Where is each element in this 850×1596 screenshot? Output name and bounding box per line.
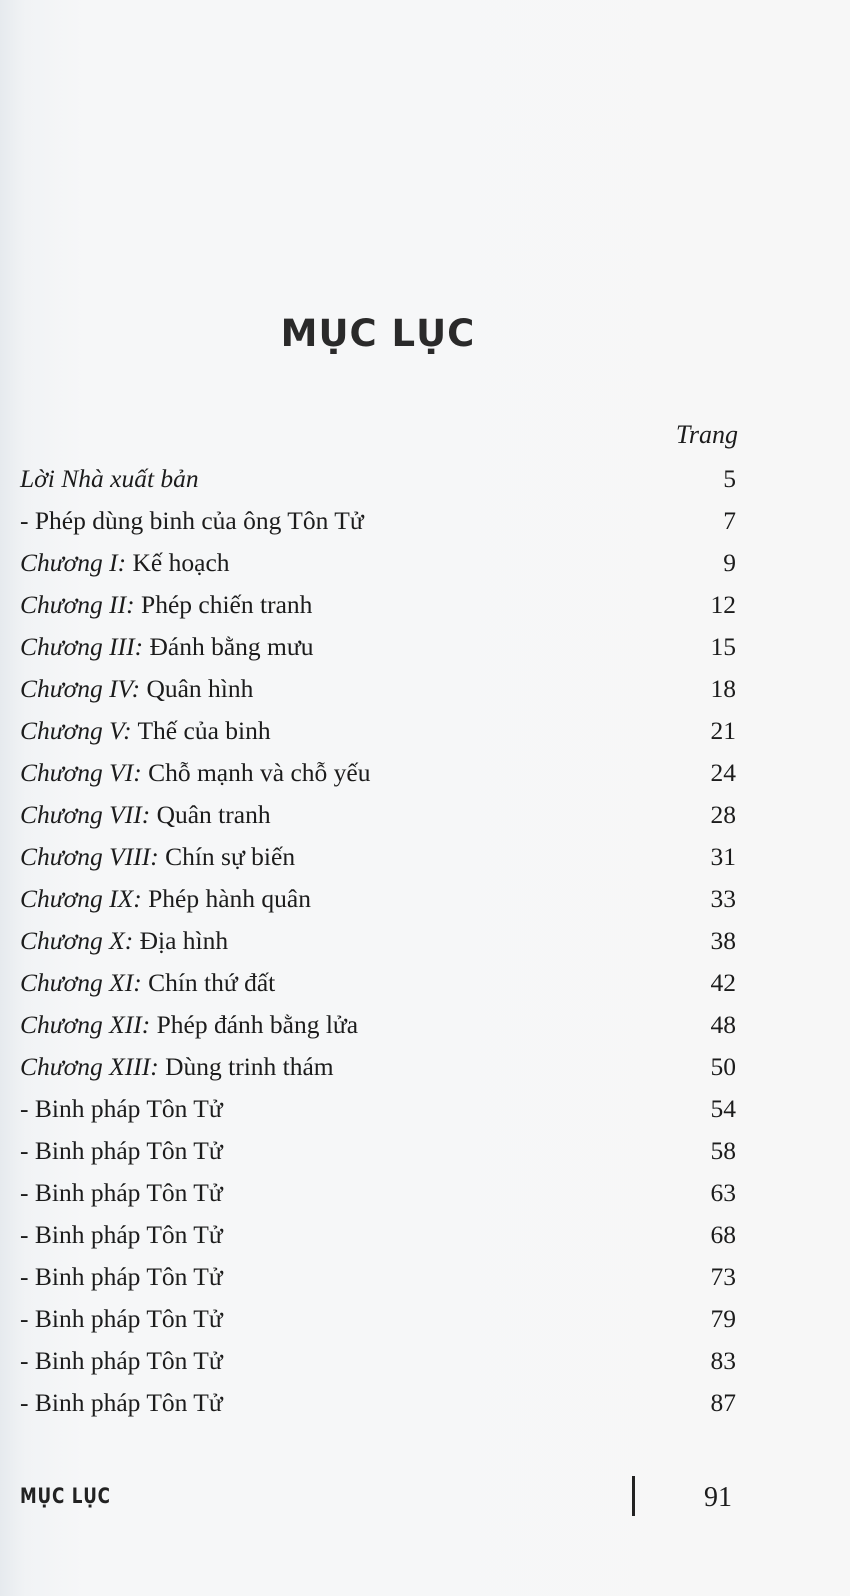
toc-entry (20, 1214, 736, 1256)
page-column-header: Trang (675, 420, 738, 449)
toc-entry-label: Thế của binh (131, 716, 271, 745)
toc-entry-label: - Binh pháp Tôn Tử (20, 1220, 223, 1249)
toc-entry-chapter: Chương III: (20, 632, 144, 661)
table-of-contents (20, 458, 736, 1424)
toc-entry (20, 962, 736, 1004)
toc-entry (20, 1130, 736, 1172)
toc-entry-label: Địa hình (133, 926, 229, 955)
toc-entry (20, 794, 736, 836)
toc-entry-label: Chín sự biến (158, 842, 296, 871)
toc-entry-chapter: Chương XIII: (20, 1052, 159, 1081)
toc-entry-label: Quân hình (140, 674, 254, 703)
toc-entry-page: 28 (710, 800, 736, 829)
toc-entry (20, 752, 736, 794)
toc-entry (20, 584, 736, 626)
toc-entry-chapter: Chương XI: (20, 968, 142, 997)
toc-entry (20, 878, 736, 920)
toc-entry-page: 24 (710, 758, 736, 787)
toc-entry-chapter: Chương IX: (20, 884, 142, 913)
toc-entry-chapter: Chương X: (20, 926, 134, 955)
toc-entry-label: - Binh pháp Tôn Tử (20, 1262, 223, 1291)
toc-entry-page: 18 (710, 674, 736, 703)
toc-entry-chapter: Chương I: (20, 548, 127, 577)
toc-entry (20, 920, 736, 962)
toc-entry-page: 68 (710, 1220, 736, 1249)
toc-entry-chapter: Chương II: (20, 590, 135, 619)
toc-entry-page: 63 (710, 1178, 736, 1207)
page-number: 91 (704, 1482, 732, 1513)
toc-entry-page: 7 (723, 506, 736, 535)
toc-entry-page: 58 (710, 1136, 736, 1165)
toc-entry-page: 83 (710, 1346, 736, 1375)
toc-entry-chapter: Chương VI: (20, 758, 142, 787)
toc-entry-chapter: Chương VII: (20, 800, 151, 829)
toc-entry-label: - Binh pháp Tôn Tử (20, 1136, 223, 1165)
toc-entry-page: 79 (710, 1304, 736, 1333)
toc-entry-label: - Binh pháp Tôn Tử (20, 1388, 223, 1417)
toc-entry (20, 710, 736, 752)
running-head: MỤC LỤC (20, 1484, 111, 1508)
toc-entry-page: 87 (710, 1388, 736, 1417)
toc-entry (20, 1340, 736, 1382)
toc-entry-page: 38 (710, 926, 736, 955)
toc-entry-page: 73 (710, 1262, 736, 1291)
toc-entry-page: 31 (710, 842, 736, 871)
toc-entry-chapter: Chương XII: (20, 1010, 151, 1039)
toc-entry-label: Quân tranh (150, 800, 271, 829)
toc-entry (20, 500, 736, 542)
toc-entry-page: 15 (710, 632, 736, 661)
toc-entry-label: Kế hoạch (126, 548, 230, 577)
toc-entry-label: - Binh pháp Tôn Tử (20, 1094, 223, 1123)
toc-entry-page: 42 (710, 968, 736, 997)
toc-entry (20, 1382, 736, 1424)
toc-entry-label: - Binh pháp Tôn Tử (20, 1304, 223, 1333)
toc-entry-page: 50 (710, 1052, 736, 1081)
toc-entry-label: Lời Nhà xuất bản (20, 464, 199, 493)
toc-entry (20, 458, 736, 500)
toc-entry-page: 33 (710, 884, 736, 913)
toc-entry-label: Đánh bằng mưu (143, 632, 314, 661)
toc-entry (20, 542, 736, 584)
page-title: MỤC LỤC (280, 312, 476, 355)
toc-entry-page: 5 (723, 464, 736, 493)
toc-entry (20, 1046, 736, 1088)
toc-entry (20, 1088, 736, 1130)
toc-entry (20, 668, 736, 710)
toc-entry-chapter: Chương IV: (20, 674, 141, 703)
toc-entry-label: - Binh pháp Tôn Tử (20, 1346, 223, 1375)
toc-entry-label: Chín thứ đất (141, 968, 276, 997)
toc-entry-page: 54 (710, 1094, 736, 1123)
toc-entry-page: 9 (723, 548, 736, 577)
toc-entry (20, 836, 736, 878)
toc-entry-page: 12 (710, 590, 736, 619)
toc-entry-label: Phép chiến tranh (134, 590, 313, 619)
footer-divider (632, 1476, 635, 1516)
toc-entry (20, 626, 736, 668)
toc-entry-page: 48 (710, 1010, 736, 1039)
toc-entry (20, 1298, 736, 1340)
toc-entry-label: Dùng trinh thám (158, 1052, 334, 1081)
toc-entry-label: Chỗ mạnh và chỗ yếu (141, 758, 371, 787)
toc-entry (20, 1004, 736, 1046)
toc-entry-chapter: Chương VIII: (20, 842, 159, 871)
toc-entry-page: 21 (710, 716, 736, 745)
toc-entry-label: Phép hành quân (141, 884, 311, 913)
toc-entry-chapter: Chương V: (20, 716, 132, 745)
toc-entry (20, 1172, 736, 1214)
toc-entry-label: - Phép dùng binh của ông Tôn Tử (20, 506, 364, 535)
toc-entry-label: - Binh pháp Tôn Tử (20, 1178, 223, 1207)
toc-entry-label: Phép đánh bằng lửa (150, 1010, 359, 1039)
toc-entry (20, 1256, 736, 1298)
